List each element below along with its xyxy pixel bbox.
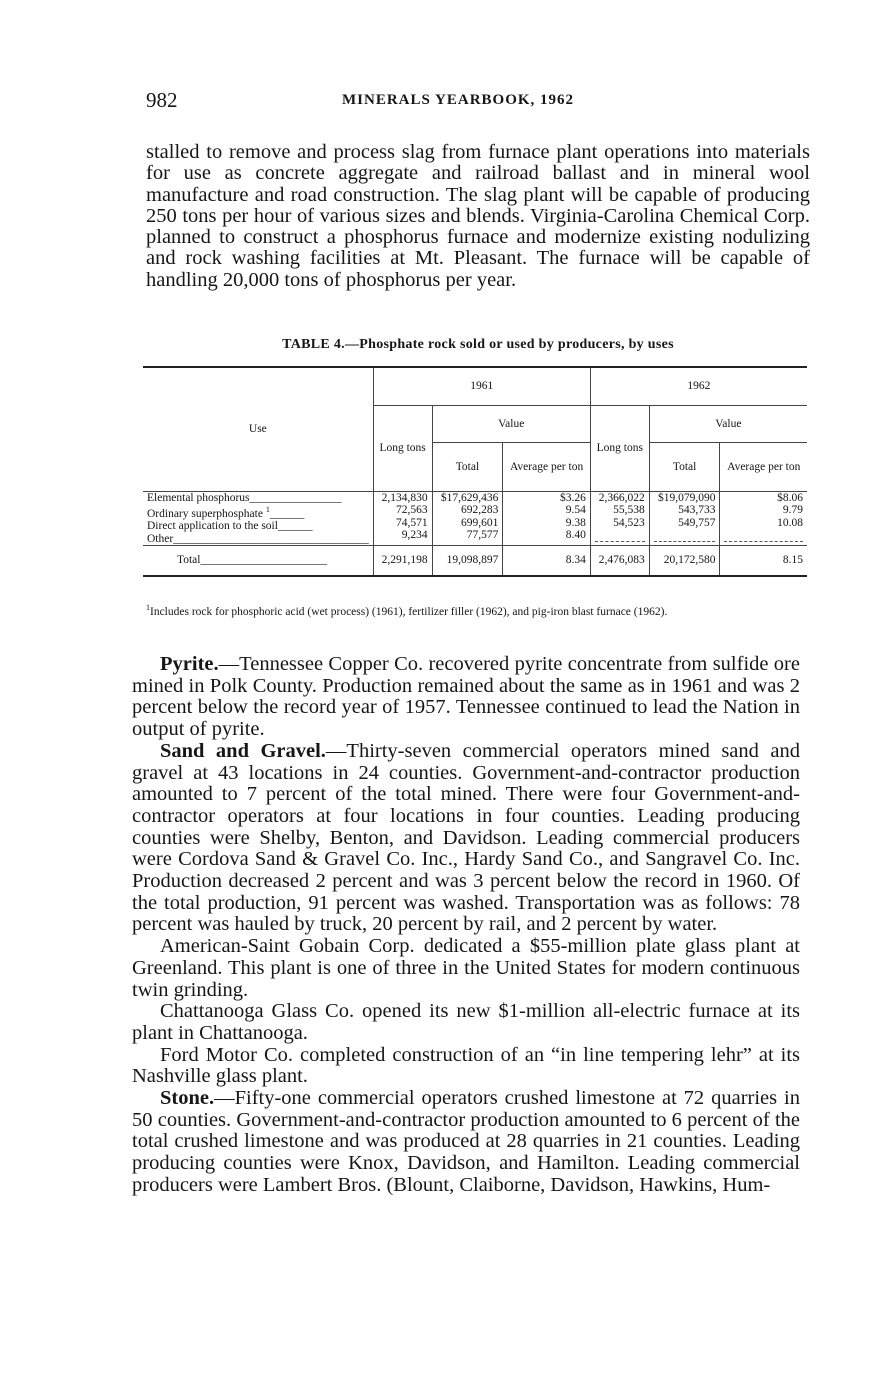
total-value-1961: 19,098,897	[432, 546, 503, 577]
total-average-1961: 8.34	[503, 546, 591, 577]
total-1962-values: $19,079,090 543,733 549,757	[649, 492, 720, 546]
paragraph-lead: Stone.	[160, 1087, 215, 1110]
table-row: Elemental phosphorus________________	[147, 492, 342, 504]
value-1962-header: Value	[649, 406, 807, 443]
average-1962-header: Average per ton	[720, 443, 807, 492]
page-number: 982	[146, 88, 178, 112]
average-1961-values: $3.26 9.54 9.38 8.40	[503, 492, 591, 546]
paragraph-lead: Sand and Gravel.	[160, 739, 326, 762]
average-1961-header: Average per ton	[503, 443, 591, 492]
paragraph-ford: Ford Motor Co. completed construction of an “in line tempering lehr” at its Nashville glass plant.	[132, 1043, 800, 1088]
table-caption: TABLE 4.—Phosphate rock sold or used by producers, by uses	[282, 337, 674, 352]
paragraph-chattanooga-glass: Chattanooga Glass Co. opened its new $1-million all-electric furnace at its plant in Chattanooga.	[132, 1000, 800, 1044]
table-row: Other__________________________________	[147, 532, 369, 545]
footnote-marker: 1	[146, 603, 150, 612]
paragraph-plate-glass: American-Saint Gobain Corp. dedicated a $55-million plate glass plant at Greenland. This plant is one of three in the United States for modern continuous twin grinding.	[132, 935, 800, 1001]
year-1961-header: 1961	[373, 367, 590, 406]
intro-paragraph: stalled to remove and process slag from furnace plant operations into materials for use as concrete aggregate and railroad ballast and in mineral wool manufacture and road construction. The slag plant will be capable of producing 250 tons per hour of various sizes and blends. Virginia-Carolina Chemical Corp. planned to construct a phosphorus furnace and modernize existing nodulizing and rock washing facilities at Mt. Pleasant. The furnace will be capable of handling 20,000 tons of phosphorus per year.	[146, 141, 810, 291]
use-column	[143, 492, 373, 546]
use-header: Use	[248, 423, 267, 436]
total-average-1962: 8.15	[720, 546, 807, 577]
value-1961-header: Value	[432, 406, 590, 443]
phosphate-table	[143, 366, 807, 577]
year-1962-header: 1962	[590, 367, 807, 406]
table-row: Direct application to the soil______	[147, 520, 313, 533]
total-row: Total______________________ 2,291,198 19,098,897 8.34 2,476,083 20,172,580 8.15	[143, 546, 807, 577]
running-head: MINERALS YEARBOOK, 1962	[342, 92, 575, 108]
paragraph-lead: Pyrite.	[160, 653, 219, 675]
total-1961-values: $17,629,436 692,283 699,601 77,577	[432, 492, 503, 546]
table-footnote	[146, 601, 810, 619]
average-1962-values: $8.06 9.79 10.08	[720, 492, 807, 546]
page-header	[146, 88, 810, 116]
total-1962-header: Total	[649, 443, 720, 492]
footnote-text: Includes rock for phosphoric acid (wet process) (1961), fertilizer filler (1962), and pig-iron blast furnace (1962).	[150, 605, 668, 618]
total-label: Total	[177, 554, 201, 567]
table-row: Ordinary superphosphate $^1$______	[147, 505, 305, 521]
long-tons-1961-header: Long tons	[373, 406, 432, 492]
total-1961-header: Total	[432, 443, 503, 492]
total-long-tons-1961: 2,291,198	[373, 546, 432, 577]
total-value-1962: 20,172,580	[649, 546, 720, 577]
paragraph-pyrite: Pyrite.—Tennessee Copper Co. recovered pyrite concentrate from sulfide ore mined in Polk County. Production remained about the same as in 1961 and was 2 percent below the record year of 1957. Tennessee continued to lead the Nation in output of pyrite.	[132, 653, 800, 741]
long-tons-1961-values: 2,134,830 72,563 74,571 9,234	[373, 492, 432, 546]
paragraph-stone: Stone.—Fifty-one commercial operators crushed limestone at 72 quarries in 50 counties. Government-and-contractor production amounted to 6 percent of the total crushed limestone and was produced at 28 quarries in 21 counties. Leading producing counties were Knox, Davidson, and Hamilton. Leading commercial producers were Lambert Bros. (Blount, Claiborne, Davidson, Hawkins, Hum-	[132, 1087, 800, 1196]
long-tons-1962-values: 2,366,022 55,538 54,523	[590, 492, 649, 546]
long-tons-1962-header: Long tons	[590, 406, 649, 492]
body-text	[132, 654, 800, 1197]
paragraph-sand-gravel: Sand and Gravel.—Thirty-seven commercial operators mined sand and gravel at 43 locations in 24 counties. Government-and-contractor production amounted to 7 percent of the total mined. There were four Government-and-contractor operators at four locations in four counties. Leading producing counties were Shelby, Benton, and Davidson. Leading commercial producers were Cordova Sand & Gravel Co. Inc., Hardy Sand Co., and Sangravel Co. Inc. Production decreased 2 percent and was 3 percent below the record in 1960. Of the total production, 91 percent was washed. Transportation was as follows: 78 percent was hauled by truck, 20 percent by rail, and 2 percent by water.	[132, 739, 800, 936]
total-long-tons-1962: 2,476,083	[590, 546, 649, 577]
